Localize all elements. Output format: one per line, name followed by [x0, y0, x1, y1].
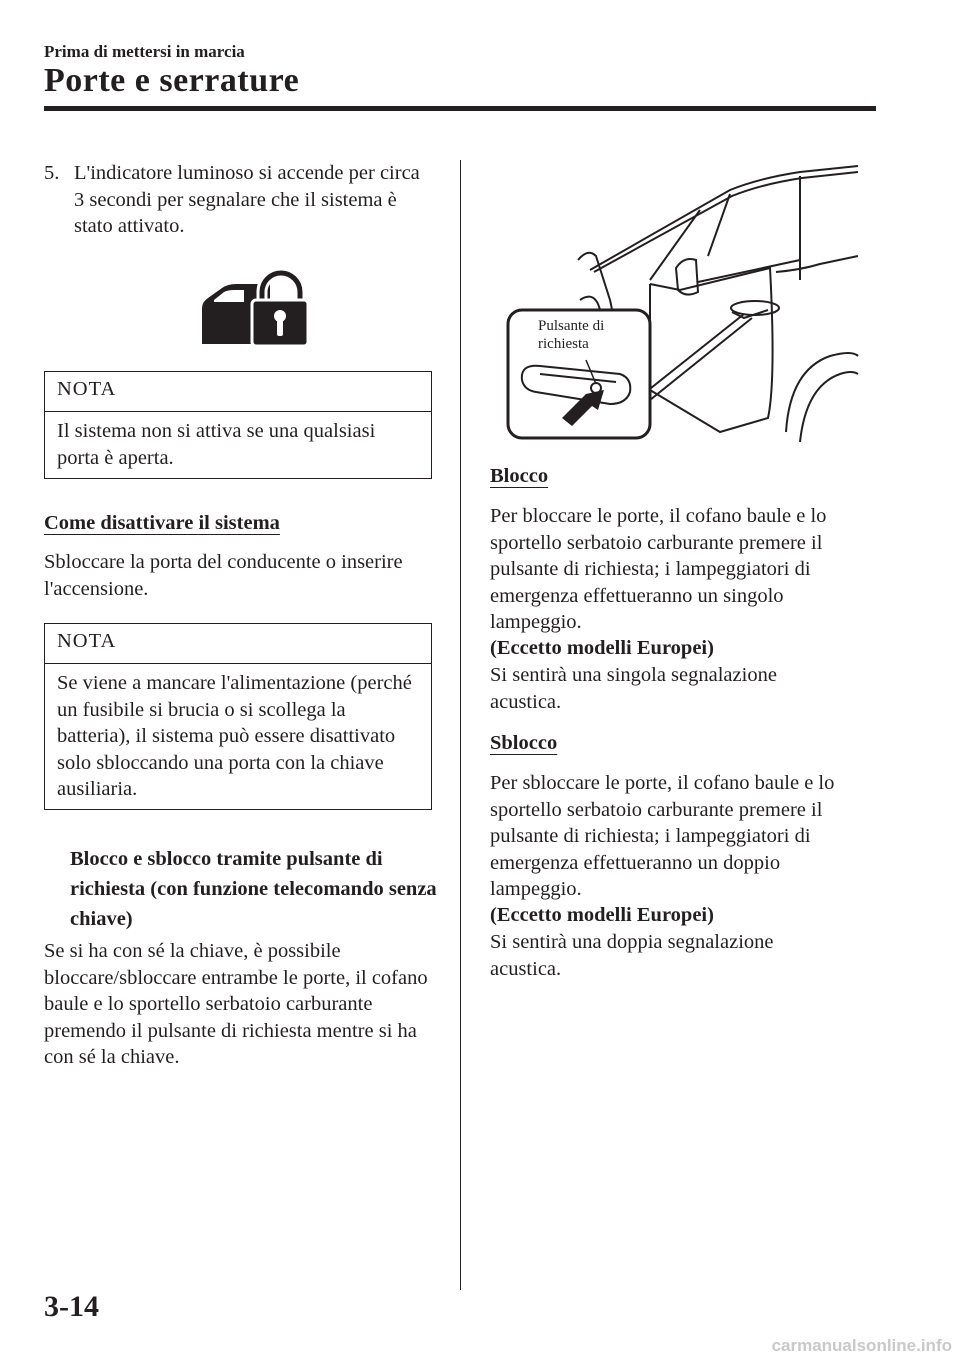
note-box-1: [44, 371, 432, 479]
lock-except: (Eccetto modelli Europei): [490, 637, 714, 659]
note-box-2: [44, 623, 432, 810]
note-heading: NOTA: [45, 624, 431, 664]
request-button-illustration: [500, 160, 860, 445]
section-title: Blocco e sblocco tramite pulsante di richiesta (con funzione telecomando senza chiave): [70, 848, 437, 930]
lock-sound: Si sentirà una singola segnalazione acustica.: [490, 664, 777, 713]
unlock-sound: Si sentirà una doppia segnalazione acustica.: [490, 931, 774, 980]
note-body: Se viene a mancare l'alimentazione (perché un fusibile si brucia o si scollega la batteria), il sistema può essere disattivato solo sbloccando una porta con la chiave ausiliaria.: [57, 672, 412, 800]
header-rule: [44, 106, 876, 111]
unlock-heading: Sblocco: [490, 732, 558, 754]
column-divider: [460, 160, 461, 1290]
step-number: 5.: [44, 162, 60, 184]
note-heading: NOTA: [45, 372, 431, 412]
disable-heading: Come disattivare il sistema: [44, 512, 280, 534]
illustration-label-line1: Pulsante di: [538, 318, 605, 334]
page-title: Porte e serrature: [44, 62, 300, 99]
lock-text: Per bloccare le porte, il cofano baule e lo sportello serbatoio carburante premere il pulsante di richiesta; i lampeggiatori di emergenza effettueranno un singolo lampeggio.: [490, 505, 827, 633]
section-text: Se si ha con sé la chiave, è possibile bloccare/sbloccare entrambe le porte, il cofano baule e lo sportello serbatoio carburante premendo il pulsante di richiesta mentre si ha con sé la chiave.: [44, 940, 428, 1068]
watermark: carmanualsonline.info: [771, 1336, 952, 1355]
disable-text: Sbloccare la porta del conducente o inserire l'accensione.: [44, 551, 403, 600]
note-body: Il sistema non si attiva se una qualsiasi porta è aperta.: [57, 420, 376, 469]
section-label: Prima di mettersi in marcia: [44, 42, 245, 61]
illustration-label-line2: richiesta: [538, 336, 589, 352]
step-5: [44, 160, 432, 240]
lock-heading: Blocco: [490, 465, 549, 487]
unlock-text: Per sbloccare le porte, il cofano baule e lo sportello serbatoio carburante premere il pulsante di richiesta; i lampeggiatori di emergenza effettueranno un doppio lampeggio.: [490, 772, 835, 900]
step-text: L'indicatore luminoso si accende per circa 3 secondi per segnalare che il sistema è stato attivato.: [74, 162, 420, 237]
lock-indicator-icon: [200, 268, 308, 346]
page-number: 3-14: [44, 1290, 99, 1323]
unlock-except: (Eccetto modelli Europei): [490, 904, 714, 926]
